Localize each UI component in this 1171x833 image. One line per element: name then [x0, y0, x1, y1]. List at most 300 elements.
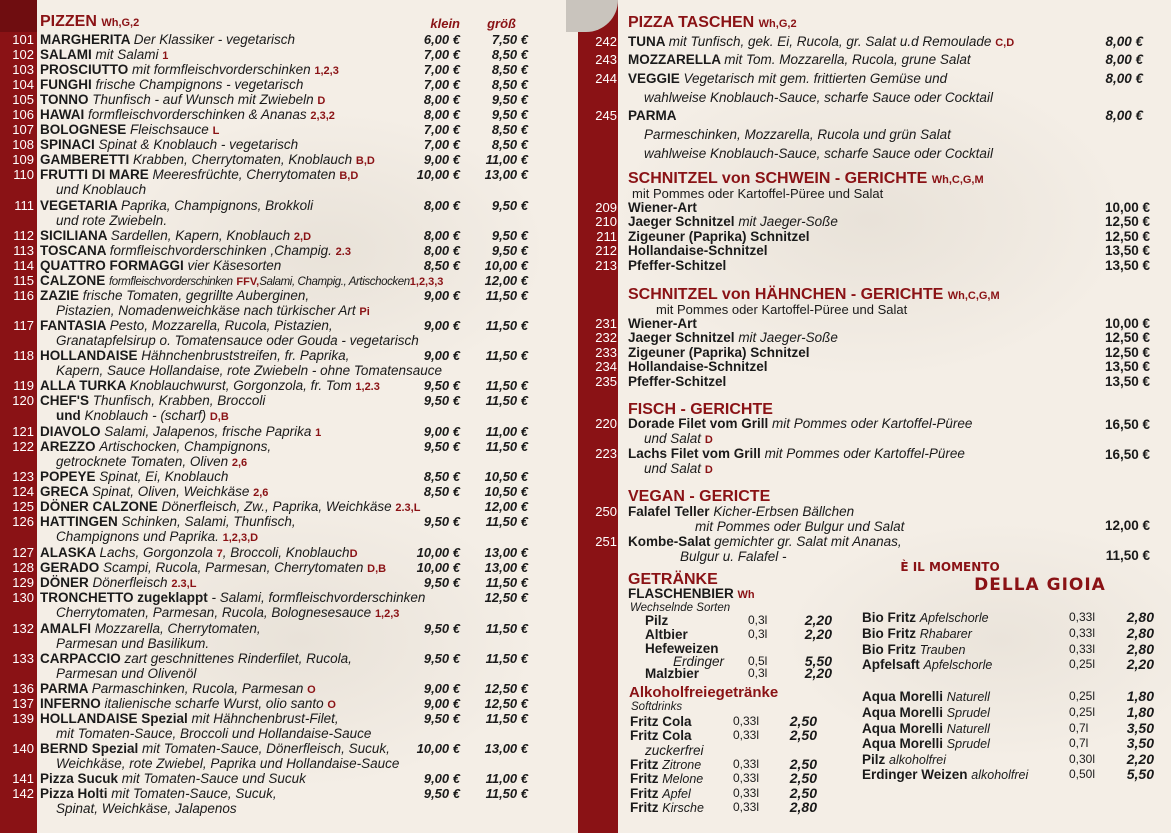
- schnitzel-name: Hollandaise-Schnitzel: [628, 243, 768, 258]
- pizza-desc-continued: [56, 454, 247, 471]
- pizza-desc: frische Tomaten, gegrillte Auberginen,: [82, 288, 310, 303]
- drink-variant: Trauben: [919, 643, 966, 657]
- pizza-item: [40, 711, 339, 726]
- price-klein: 9,00 €: [423, 152, 460, 167]
- drink-item: [862, 626, 972, 642]
- pizza-desc-continued: [56, 182, 146, 197]
- pizza-item: [40, 469, 228, 484]
- pizza-item: [40, 786, 277, 801]
- schnitzel-name: Jaeger Schnitzel: [628, 330, 735, 345]
- allergen-tag: 2,3,2: [310, 110, 335, 122]
- price-klein: 7,00 €: [423, 77, 460, 92]
- dish-desc: mit Pommes oder Kartoffel-Püree: [772, 416, 973, 431]
- price-gross: 8,50 €: [491, 47, 528, 62]
- dish-price: 11,50 €: [1105, 548, 1150, 563]
- schnitzel-name: Jaeger Schnitzel: [628, 214, 735, 229]
- pizza-number: 142: [12, 786, 34, 801]
- drink-item: [862, 752, 946, 768]
- pizza-number: 107: [12, 122, 34, 137]
- schnitzel-price: 12,50 €: [1104, 229, 1150, 244]
- drink-volume: 0,33l: [1069, 610, 1096, 624]
- drink-price: 2,50: [789, 713, 817, 729]
- pizza-number: 139: [12, 711, 34, 726]
- continuation-text: Cherrytomaten, Parmesan, Rucola, Bolognesesauce: [56, 605, 372, 620]
- price-gross: 11,50 €: [485, 621, 528, 636]
- dish-item: [628, 504, 854, 519]
- schnitzel-number: 213: [595, 258, 617, 273]
- schnitzel-item: [628, 359, 768, 374]
- pizza-item: [40, 318, 333, 333]
- pizza-desc: Schinken, Salami, Thunfisch,: [121, 514, 296, 529]
- continuation-text: Parmesan und Basilikum.: [56, 636, 210, 651]
- moment-line1: È IL MOMENTO: [900, 560, 1000, 574]
- pizza-name: BOLOGNESE: [40, 122, 127, 137]
- price-gross: 9,50 €: [491, 198, 528, 213]
- schnitzel-price: 10,00 €: [1104, 200, 1150, 215]
- pizza-number: 133: [12, 651, 34, 666]
- page-gutter: [540, 0, 578, 833]
- price-gross: 13,00 €: [484, 545, 528, 560]
- tasche-number: 244: [595, 71, 617, 86]
- dish-name: Falafel Teller: [628, 504, 710, 519]
- allergen-tag: 2.3,L: [395, 502, 421, 514]
- allergen-tag: FFV,: [236, 276, 260, 288]
- price-klein: 9,00 €: [423, 288, 460, 303]
- pizza-item: [40, 771, 306, 786]
- price-gross: 7,50 €: [491, 32, 528, 47]
- price-gross: 11,50 €: [485, 786, 528, 801]
- drink-price: 5,50: [804, 653, 832, 669]
- drink-price: 1,80: [1126, 688, 1154, 704]
- schnitzel-item: [628, 243, 768, 258]
- drink-price: 3,50: [1126, 720, 1154, 736]
- price-klein: 10,00 €: [416, 741, 460, 756]
- schnitzel-name: Pfeffer-Schitzel: [628, 258, 727, 273]
- drink-volume: 0,33l: [733, 714, 760, 728]
- schnitzel-number: 212: [595, 243, 617, 258]
- schnitzel-desc: mit Jaeger-Soße: [738, 214, 838, 229]
- dish-number: 220: [595, 416, 617, 431]
- pizza-name: DÖNER: [40, 575, 89, 590]
- pizza-name: BERND Spezial: [40, 741, 139, 756]
- pizza-desc-continued: [56, 801, 237, 816]
- drink-item: [645, 627, 688, 642]
- pizza-desc-continued: [56, 408, 229, 425]
- pizza-desc: formfleischvorderschinken & Ananas: [88, 107, 307, 122]
- tasche-price: 8,00 €: [1105, 52, 1143, 67]
- pizza-desc2: , Broccoli, Knoblauch: [222, 545, 350, 560]
- dish-price: 16,50 €: [1104, 417, 1150, 432]
- col-gross-label: größ: [487, 16, 516, 31]
- price-gross: 11,00 €: [485, 152, 528, 167]
- allergen-tag: 1: [315, 427, 322, 439]
- drink-name: Altbier: [645, 627, 688, 642]
- drink-volume: 0,33l: [733, 800, 760, 814]
- price-gross: 8,50 €: [491, 122, 528, 137]
- pizza-number: 122: [12, 439, 34, 454]
- tasche-item: [628, 52, 971, 67]
- continuation-text: getrocknete Tomaten, Oliven: [56, 454, 229, 469]
- pizza-number: 141: [12, 771, 34, 786]
- drink-variant: Apfelschorle: [923, 658, 993, 672]
- drink-volume: 0,33l: [733, 728, 760, 742]
- pizza-number: 120: [12, 393, 34, 408]
- pizza-item: [40, 590, 425, 605]
- pizza-number: 110: [13, 167, 34, 182]
- drink-name: Bio Fritz: [862, 642, 916, 657]
- softdrinks-label: Softdrinks: [631, 701, 683, 713]
- dish-desc-continued: [680, 549, 787, 564]
- dish-price: 12,00 €: [1104, 518, 1150, 533]
- pizza-number: 126: [12, 514, 34, 529]
- price-gross: 10,00 €: [484, 258, 528, 273]
- dish-item: [628, 534, 902, 549]
- price-klein: 6,00 €: [423, 32, 460, 47]
- pizza-item: [40, 514, 296, 529]
- drink-name: Fritz: [630, 771, 659, 786]
- allergen-tag: 2.3: [335, 246, 351, 258]
- schnitzel-price: 13,50 €: [1104, 374, 1150, 389]
- drink-price: 2,20: [804, 612, 832, 628]
- pizza-item: [40, 393, 265, 408]
- drink-price: 2,50: [789, 727, 817, 743]
- schnitzel-name: Hollandaise-Schnitzel: [628, 359, 768, 374]
- schnitzel-item: [628, 374, 726, 389]
- pizza-desc: mit Hähnchenbrust-Filet,: [191, 711, 339, 726]
- pizza-desc: Thunfisch, Krabben, Broccoli: [92, 393, 266, 408]
- pizza-number: 113: [13, 243, 34, 258]
- price-klein: 8,00 €: [423, 228, 460, 243]
- pizza-name: GERADO: [40, 560, 100, 575]
- price-klein: 7,00 €: [423, 122, 460, 137]
- schnitzel-price: 13,50 €: [1104, 359, 1150, 374]
- pizza-name: TOSCANA: [40, 243, 107, 258]
- schnitzel-price: 10,00 €: [1104, 316, 1150, 331]
- price-klein: 9,00 €: [423, 318, 460, 333]
- pizza-name: CALZONE: [40, 273, 106, 288]
- drink-name: Fritz Cola: [630, 714, 692, 729]
- drink-variant: Rhabarer: [919, 627, 972, 641]
- tasche-desc-line: wahlweise Knoblauch-Sauce, scharfe Sauce oder Cocktail: [644, 146, 993, 161]
- drink-name: Apfelsaft: [862, 657, 920, 672]
- moment-line2: DELLA GIOIA: [974, 575, 1106, 595]
- drink-price: 2,80: [789, 799, 817, 815]
- price-klein: 8,00 €: [423, 107, 460, 122]
- price-gross: 11,50 €: [485, 393, 528, 408]
- schnitzel-name: Zigeuner (Paprika) Schnitzel: [628, 229, 810, 244]
- drink-price: 3,50: [1126, 735, 1154, 751]
- drink-price: 2,50: [789, 770, 817, 786]
- drink-item: [630, 728, 692, 743]
- bold-word: und: [56, 408, 81, 423]
- pizza-desc: Mozzarella, Cherrytomaten,: [94, 621, 261, 636]
- wechselnde-sorten: Wechselnde Sorten: [630, 602, 731, 614]
- drink-name: Fritz Cola: [630, 728, 692, 743]
- dish-price: 16,50 €: [1104, 447, 1150, 462]
- drink-item: [862, 610, 989, 626]
- pizza-desc: Scampi, Rucola, Parmesan, Cherrytomaten: [103, 560, 364, 575]
- price-gross: 9,50 €: [491, 243, 528, 258]
- pizza-item: [40, 741, 390, 756]
- pizza-desc: Spinat, Ei, Knoblauch: [99, 469, 229, 484]
- schnitzel-number: 209: [595, 200, 617, 215]
- price-gross: 11,50 €: [485, 514, 528, 529]
- allergen-tag: 1,2,3: [374, 608, 400, 620]
- fisch-title: FISCH - GERICHTE: [628, 401, 773, 418]
- drink-price: 2,20: [804, 626, 832, 642]
- price-klein: 7,00 €: [423, 47, 460, 62]
- pizza-number: 101: [12, 32, 34, 47]
- price-gross: 11,50 €: [485, 378, 528, 393]
- pizza-name: Pizza Sucuk: [40, 771, 119, 786]
- allergen-tag: 1,2.3: [355, 381, 380, 393]
- allergen-tag: B,D: [339, 170, 359, 182]
- pizza-desc: Salami, Jalapenos, frische Paprika: [104, 424, 312, 439]
- drink-item: [645, 743, 704, 758]
- pizza-number: 125: [12, 499, 34, 514]
- alkoholfrei-title: Alkoholfreiegetränke: [629, 684, 779, 701]
- price-gross: 13,00 €: [484, 167, 528, 182]
- continuation-text: Spinat, Weichkäse, Jalapenos: [56, 801, 237, 816]
- continuation-text: Pistazien, Nomadenweichkäse nach türkischer Art: [56, 303, 356, 318]
- pizza-desc-continued: [56, 213, 167, 228]
- pizza-name: CHEF'S: [40, 393, 89, 408]
- dish-number: 250: [595, 504, 617, 519]
- drink-name: Pilz: [645, 613, 669, 628]
- drink-variant: Melone: [662, 772, 704, 786]
- drink-name: Fritz: [630, 800, 659, 815]
- tasche-desc: Vegetarisch mit gem. frittierten Gemüse und: [683, 71, 948, 86]
- price-klein: 9,00 €: [423, 771, 460, 786]
- tasche-name: VEGGIE: [628, 71, 680, 86]
- pizza-desc: italienische scharfe Wurst, olio santo: [104, 696, 324, 711]
- pizza-item: [40, 258, 281, 273]
- pizza-item: [40, 137, 298, 152]
- pizza-item: [40, 198, 313, 213]
- schnitzel-number: 233: [595, 345, 617, 360]
- schnitzel-name: Pfeffer-Schitzel: [628, 374, 727, 389]
- tasche-number: 242: [595, 34, 617, 49]
- drink-price: 5,50: [1126, 766, 1154, 782]
- pizza-number: 105: [12, 92, 34, 107]
- price-gross: 11,00 €: [485, 771, 528, 786]
- drink-volume: 0,30l: [1069, 752, 1096, 766]
- price-klein: 8,50 €: [423, 258, 460, 273]
- price-gross: 10,50 €: [484, 469, 528, 484]
- pizza-name: MARGHERITA: [40, 32, 130, 47]
- pizza-desc-continued: [56, 363, 442, 378]
- allergen-tag: L: [212, 125, 220, 137]
- price-gross: 12,50 €: [484, 590, 528, 605]
- schnitzel-name: Wiener-Art: [628, 200, 697, 215]
- pizza-number: 118: [13, 348, 34, 363]
- drink-variant: Naturell: [946, 722, 990, 736]
- pizza-desc-continued: [56, 333, 419, 348]
- pizza-desc-continued: [56, 636, 209, 651]
- price-gross: 12,50 €: [484, 681, 528, 696]
- pizza-number: 121: [12, 424, 34, 439]
- pizza-desc: Hähnchenbruststreifen, fr. Paprika,: [141, 348, 350, 363]
- continuation-text: Weichkäse, rote Zwiebel, Paprika und Hollandaise-Sauce: [56, 756, 400, 771]
- pizza-name: HATTINGEN: [40, 514, 118, 529]
- schnitzel-item: [628, 229, 810, 244]
- pizza-name: TRONCHETTO zugeklappt: [40, 590, 208, 605]
- pizza-number: 102: [12, 47, 34, 62]
- allergen-tag: 1,2,3: [314, 65, 339, 77]
- drink-volume: 0,3l: [748, 627, 768, 641]
- pizza-number: 128: [12, 560, 34, 575]
- drink-volume: 0,25l: [1069, 705, 1096, 719]
- allergen-tag: 1: [162, 50, 169, 62]
- dish-item: [628, 446, 965, 461]
- pizza-name: POPEYE: [40, 469, 96, 484]
- allergen-tag: D,B: [209, 411, 229, 423]
- pizza-desc: zart geschnittenes Rinderfilet, Rucola,: [124, 651, 352, 666]
- pizza-desc: formfleischvorderschinken: [109, 276, 233, 288]
- price-klein: 9,50 €: [423, 575, 460, 590]
- pizza-desc: vier Käsesorten: [187, 258, 282, 273]
- tasche-price: 8,00 €: [1105, 108, 1143, 123]
- pizza-name: AREZZO: [40, 439, 96, 454]
- pizza-name: SICILIANA: [40, 228, 107, 243]
- continuation-text: mit Tomaten-Sauce, Broccoli und Hollandaise-Sauce: [56, 726, 372, 741]
- continuation-text: Champignons und Paprika.: [56, 529, 219, 544]
- drink-variant: Sprudel: [946, 706, 990, 720]
- price-klein: 8,00 €: [423, 243, 460, 258]
- schnitzel-name: Wiener-Art: [628, 316, 697, 331]
- drink-item: [862, 689, 990, 705]
- continuation-text: Bulgur u. Falafel -: [680, 549, 787, 564]
- pizza-desc: Der Klassiker - vegetarisch: [133, 32, 296, 47]
- drink-name: Pilz: [862, 752, 886, 767]
- allergen-tag: D,B: [367, 563, 387, 575]
- drink-volume: 0,7l: [1069, 736, 1089, 750]
- drink-name: Hefeweizen: [645, 641, 719, 656]
- dish-desc: mit Pommes oder Kartoffel-Püree: [764, 446, 965, 461]
- price-klein: 9,50 €: [423, 711, 460, 726]
- pizza-name: FANTASIA: [40, 318, 106, 333]
- drink-variant: zuckerfrei: [645, 743, 704, 758]
- pizza-number: 140: [12, 741, 34, 756]
- pizza-desc: - Salami, formfleischvorderschinken: [211, 590, 426, 605]
- schnitzel-price: 12,50 €: [1104, 214, 1150, 229]
- tasche-item: [628, 34, 1014, 51]
- tasche-item: [628, 71, 947, 86]
- price-klein: 9,50 €: [423, 651, 460, 666]
- pizza-item: [40, 32, 295, 47]
- pizza-name: DÖNER CALZONE: [40, 499, 158, 514]
- continuation-text: Granatapfelsirup o. Tomatensauce oder Gouda - vegetarisch: [56, 333, 419, 348]
- schnitzel-number: 231: [595, 316, 617, 331]
- pizza-desc: Paprika, Champignons, Brokkoli: [121, 198, 314, 213]
- drink-name: Aqua Morelli: [862, 689, 944, 704]
- price-gross: 13,00 €: [484, 560, 528, 575]
- drink-name: Malzbier: [645, 666, 700, 681]
- continuation-text: Kapern, Sauce Hollandaise, rote Zwiebeln - ohne Tomatensauce: [56, 363, 442, 378]
- drink-price: 2,20: [1126, 751, 1154, 767]
- pizza-name: GRECA: [40, 484, 89, 499]
- pizza-desc: Pesto, Mozzarella, Rucola, Pistazien,: [109, 318, 333, 333]
- pizza-name: AMALFI: [40, 621, 91, 636]
- pizza-item: [40, 621, 261, 636]
- pizza-desc: mit formfleischvorderschinken: [132, 62, 311, 77]
- pizza-number: 104: [12, 77, 34, 92]
- drink-item: [645, 613, 668, 628]
- dish-desc-continued: [644, 461, 713, 478]
- pizza-desc: Knoblauchwurst, Gorgonzola, fr. Tom: [129, 378, 352, 393]
- pizza-desc: Parmaschinken, Rucola, Parmesan: [91, 681, 304, 696]
- pizza-desc: Meeresfrüchte, Cherrytomaten: [152, 167, 336, 182]
- drink-volume: 0,7l: [1069, 721, 1089, 735]
- schnitzel-number: 232: [595, 330, 617, 345]
- pizza-item: [40, 439, 271, 454]
- dish-desc: Kicher-Erbsen Bällchen: [713, 504, 855, 519]
- pizza-desc: mit Tomaten-Sauce, Sucuk,: [111, 786, 277, 801]
- drink-volume: 0,3l: [748, 613, 768, 627]
- pizza-desc-continued: [56, 666, 196, 681]
- allergen-tag: B,D: [355, 155, 375, 167]
- drink-variant: Kirsche: [662, 801, 704, 815]
- price-klein: 8,00 €: [423, 92, 460, 107]
- pizza-desc-continued: [56, 529, 258, 546]
- tasche-number: 243: [595, 52, 617, 67]
- price-gross: 8,50 €: [491, 62, 528, 77]
- pizza-number: 106: [12, 107, 34, 122]
- dish-name: Lachs Filet vom Grill: [628, 446, 761, 461]
- price-klein: 9,00 €: [423, 424, 460, 439]
- pizza-desc2: Salami, Champig., Artischocken: [259, 276, 410, 288]
- continuation-text: mit Pommes oder Bulgur und Salat: [695, 519, 905, 534]
- pizza-name: Pizza Holti: [40, 786, 108, 801]
- drink-volume: 0,33l: [733, 771, 760, 785]
- pizza-item: [40, 77, 303, 92]
- price-gross: 8,50 €: [491, 137, 528, 152]
- drink-item: [862, 736, 990, 752]
- pizza-name: VEGETARIA: [40, 198, 118, 213]
- schnitzel-number: 234: [595, 359, 617, 374]
- pizza-number: 117: [13, 318, 34, 333]
- pizza-name: ALASKA: [40, 545, 96, 560]
- drink-name: Bio Fritz: [862, 610, 916, 625]
- price-klein: 9,50 €: [423, 514, 460, 529]
- allergen-tag: Pi: [359, 306, 370, 318]
- pizza-number: 137: [12, 696, 34, 711]
- tasche-price: 8,00 €: [1105, 71, 1143, 86]
- price-gross: 13,00 €: [484, 741, 528, 756]
- drink-item: [862, 721, 990, 737]
- price-klein: 8,50 €: [423, 469, 460, 484]
- pizza-desc: mit Tomaten-Sauce und Sucuk: [121, 771, 306, 786]
- pizza-item: [40, 288, 309, 303]
- price-klein: 10,00 €: [416, 545, 460, 560]
- schnitzel-item: [628, 200, 697, 215]
- pizza-name: ALLA TURKA: [40, 378, 126, 393]
- pizza-number: 136: [12, 681, 34, 696]
- schnitzel-desc: mit Jaeger-Soße: [738, 330, 838, 345]
- pizza-desc-continued: [56, 605, 399, 622]
- pizza-name: CARPACCIO: [40, 651, 121, 666]
- pizza-desc: Lachs, Gorgonzola: [99, 545, 213, 560]
- pizza-desc: Fleischsauce: [130, 122, 209, 137]
- drink-price: 2,50: [789, 785, 817, 801]
- pizza-number: 127: [12, 545, 34, 560]
- dish-desc: gemichter gr. Salat mit Ananas,: [714, 534, 902, 549]
- price-gross: 11,50 €: [485, 711, 528, 726]
- pizza-number: 103: [12, 62, 34, 77]
- drink-variant: Apfel: [662, 787, 691, 801]
- drink-item: [645, 666, 699, 681]
- schnitzel-number: 210: [595, 214, 617, 229]
